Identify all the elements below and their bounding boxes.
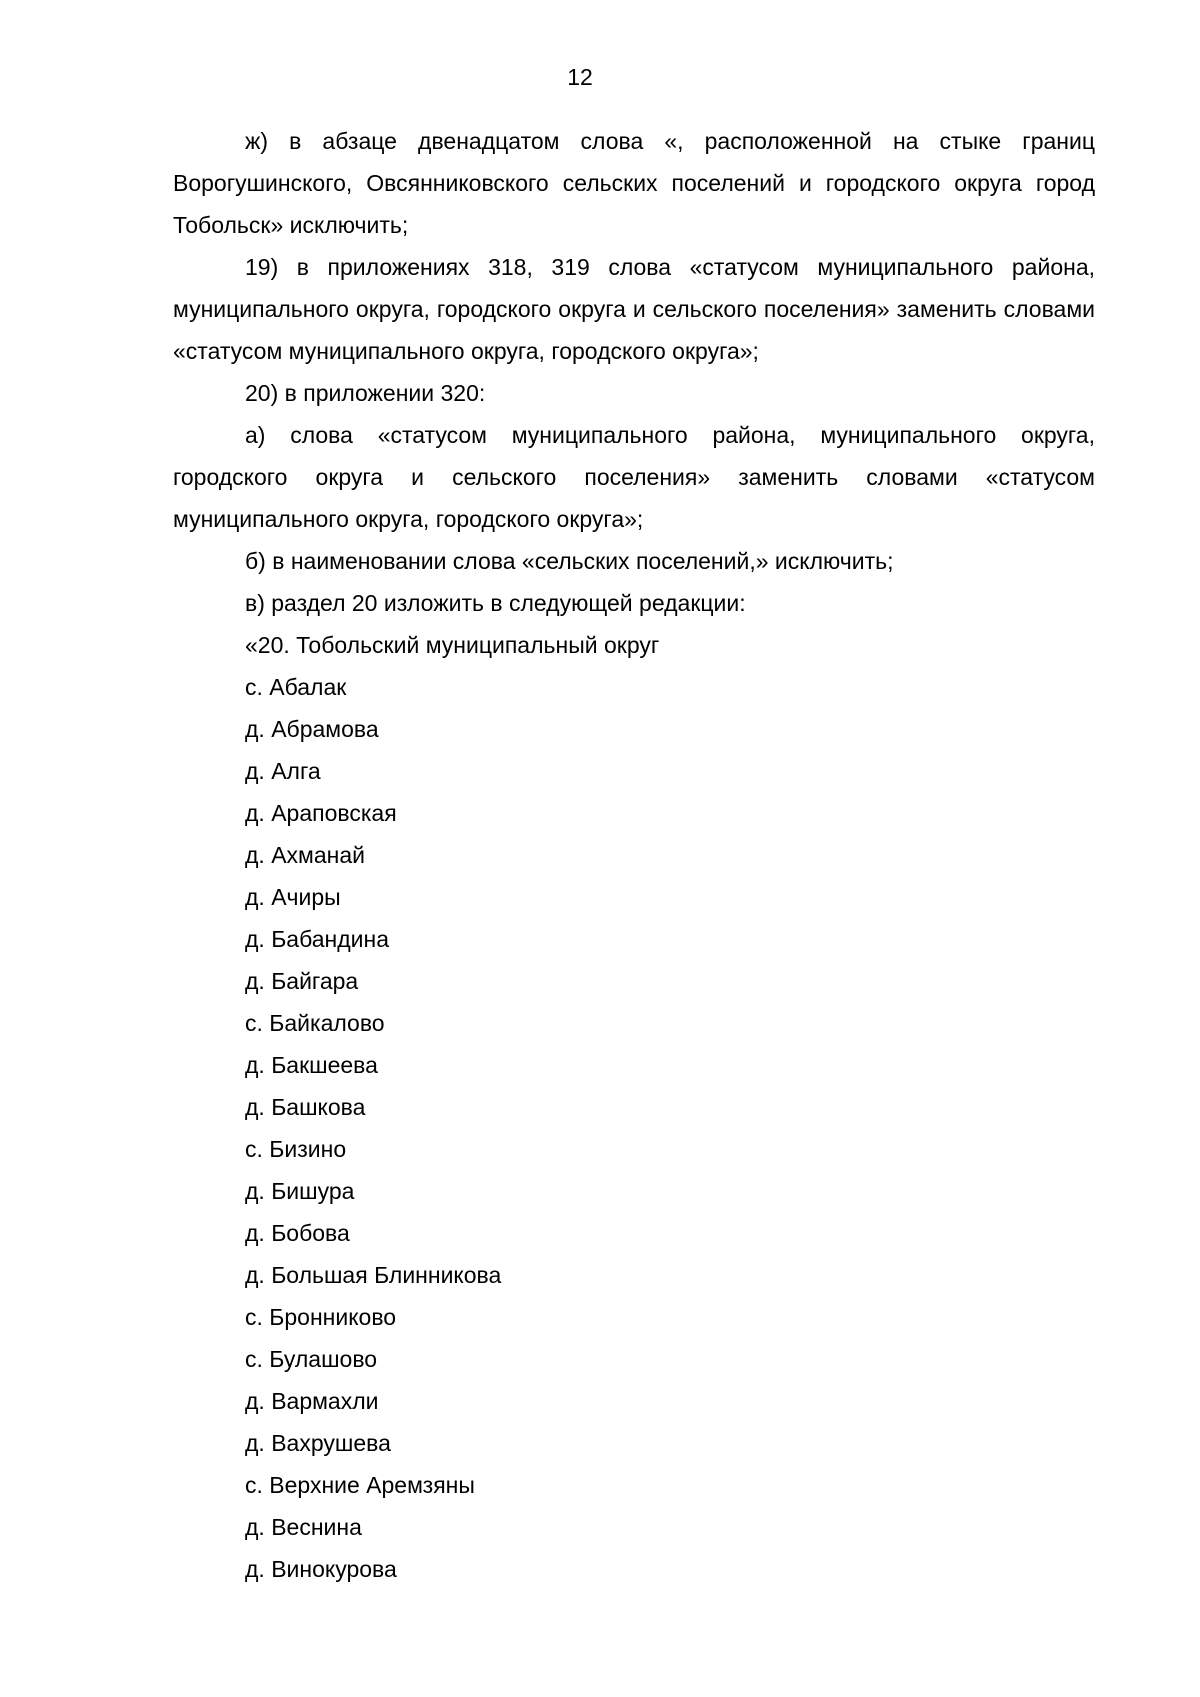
paragraph-20-a: а) слова «статусом муниципального района, муниципального округа, городского округа и сельского поселения» заменить словами «статусом муниципального округа, городского округа»; <box>173 422 1095 532</box>
list-item: с. Абалак <box>245 674 347 700</box>
paragraph-20-b: б) в наименовании слова «сельских поселений,» исключить; <box>245 548 894 574</box>
list-item: д. Абрамова <box>245 716 379 742</box>
document-body <box>173 120 1095 1590</box>
list-item: д. Бишура <box>245 1178 355 1204</box>
list-item: с. Булашово <box>245 1346 378 1372</box>
list-item: с. Байкалово <box>245 1010 385 1036</box>
list-item: д. Ачиры <box>245 884 341 910</box>
page-number: 12 <box>567 64 593 90</box>
list-item: д. Алга <box>245 758 321 784</box>
list-item: д. Башкова <box>245 1094 366 1120</box>
list-item: с. Бронниково <box>245 1304 397 1330</box>
list-item: д. Вахрушева <box>245 1430 391 1456</box>
list-item: д. Араповская <box>245 800 397 826</box>
settlement-list <box>173 666 1095 1590</box>
list-item: с. Верхние Аремзяны <box>245 1472 475 1498</box>
list-item: д. Вармахли <box>245 1388 379 1414</box>
paragraph-zh: ж) в абзаце двенадцатом слова «, расположенной на стыке границ Ворогушинского, Овсянниковского сельских поселений и городского округа город Тобольск» исключить; <box>173 128 1095 238</box>
list-item: д. Бобова <box>245 1220 350 1246</box>
section-heading: «20. Тобольский муниципальный округ <box>245 632 660 658</box>
list-item: д. Ахманай <box>245 842 365 868</box>
list-item: д. Байгара <box>245 968 359 994</box>
list-item: д. Винокурова <box>245 1556 397 1582</box>
paragraph-20-v: в) раздел 20 изложить в следующей редакции: <box>245 590 746 616</box>
list-item: д. Веснина <box>245 1514 362 1540</box>
list-item: с. Бизино <box>245 1136 347 1162</box>
list-item: д. Бабандина <box>245 926 389 952</box>
list-item: д. Большая Блинникова <box>245 1262 502 1288</box>
paragraph-20: 20) в приложении 320: <box>245 380 486 406</box>
list-item: д. Бакшеева <box>245 1052 378 1078</box>
paragraph-19: 19) в приложениях 318, 319 слова «статусом муниципального района, муниципального округа, городского округа и сельского поселения» заменить словами «статусом муниципального округа, городского округа»; <box>173 254 1095 364</box>
